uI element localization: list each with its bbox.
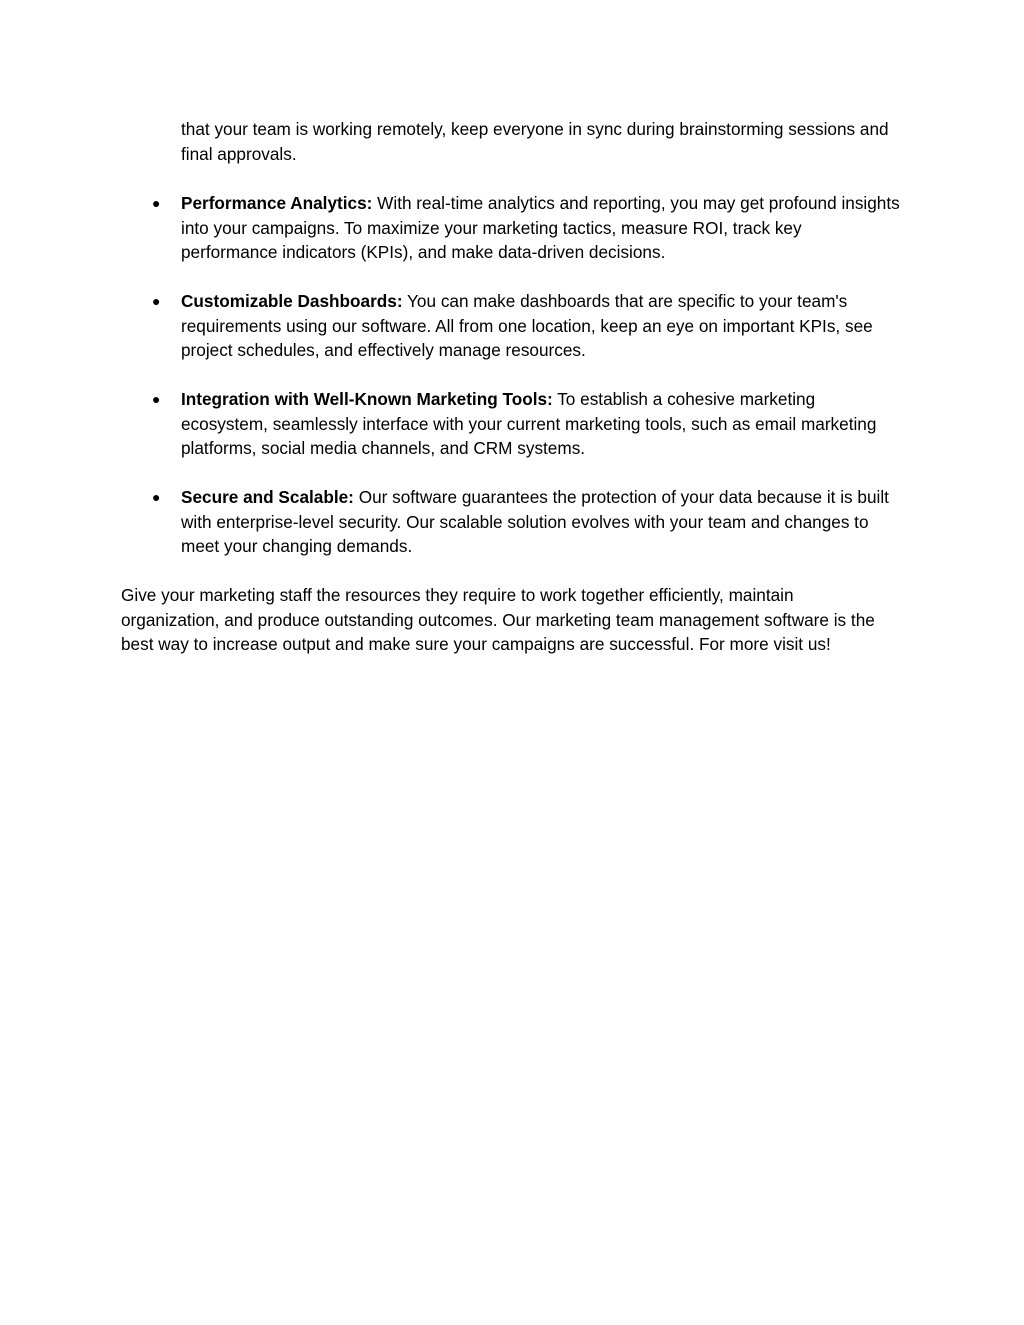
list-item-secure-scalable xyxy=(0,485,901,559)
closing-paragraph: Give your marketing staff the resources they require to work together efficiently, maintain organization, and produce outstanding outcomes. Our marketing team management software is the best way to increase output and make sure your campaigns are successful. For more visit us! xyxy=(121,585,875,654)
bullet-icon: ● xyxy=(152,391,161,407)
bullet-text: To establish a cohesive marketing ecosystem, seamlessly interface with your current marketing tools, such as email marketing platforms, social media channels, and CRM systems. xyxy=(181,389,877,458)
continuation-paragraph: that your team is working remotely, keep everyone in sync during brainstorming sessions and final approvals. xyxy=(181,119,889,164)
list-item-integration-tools xyxy=(0,387,901,461)
bullet-title: Performance Analytics: xyxy=(181,193,373,213)
bullet-icon: ● xyxy=(152,195,161,211)
bullet-text: Our software guarantees the protection of your data because it is built with enterprise-level security. Our scalable solution evolves with your team and changes to meet your changing demands. xyxy=(181,487,889,556)
bullet-title: Customizable Dashboards: xyxy=(181,291,403,311)
bullet-text: With real-time analytics and reporting, you may get profound insights into your campaigns. To maximize your marketing tactics, measure ROI, track key performance indicators (KPIs), and make data-driven decisions. xyxy=(181,193,900,262)
feature-list xyxy=(0,191,1024,583)
bullet-text: You can make dashboards that are specific to your team's requirements using our software. All from one location, keep an eye on important KPIs, see project schedules, and effectively manage resources. xyxy=(181,291,873,360)
bullet-icon: ● xyxy=(152,293,161,309)
bullet-title: Integration with Well-Known Marketing Tools: xyxy=(181,389,553,409)
list-item-performance-analytics xyxy=(0,191,901,265)
list-item-customizable-dashboards xyxy=(0,289,901,363)
bullet-icon: ● xyxy=(152,489,161,505)
bullet-title: Secure and Scalable: xyxy=(181,487,354,507)
